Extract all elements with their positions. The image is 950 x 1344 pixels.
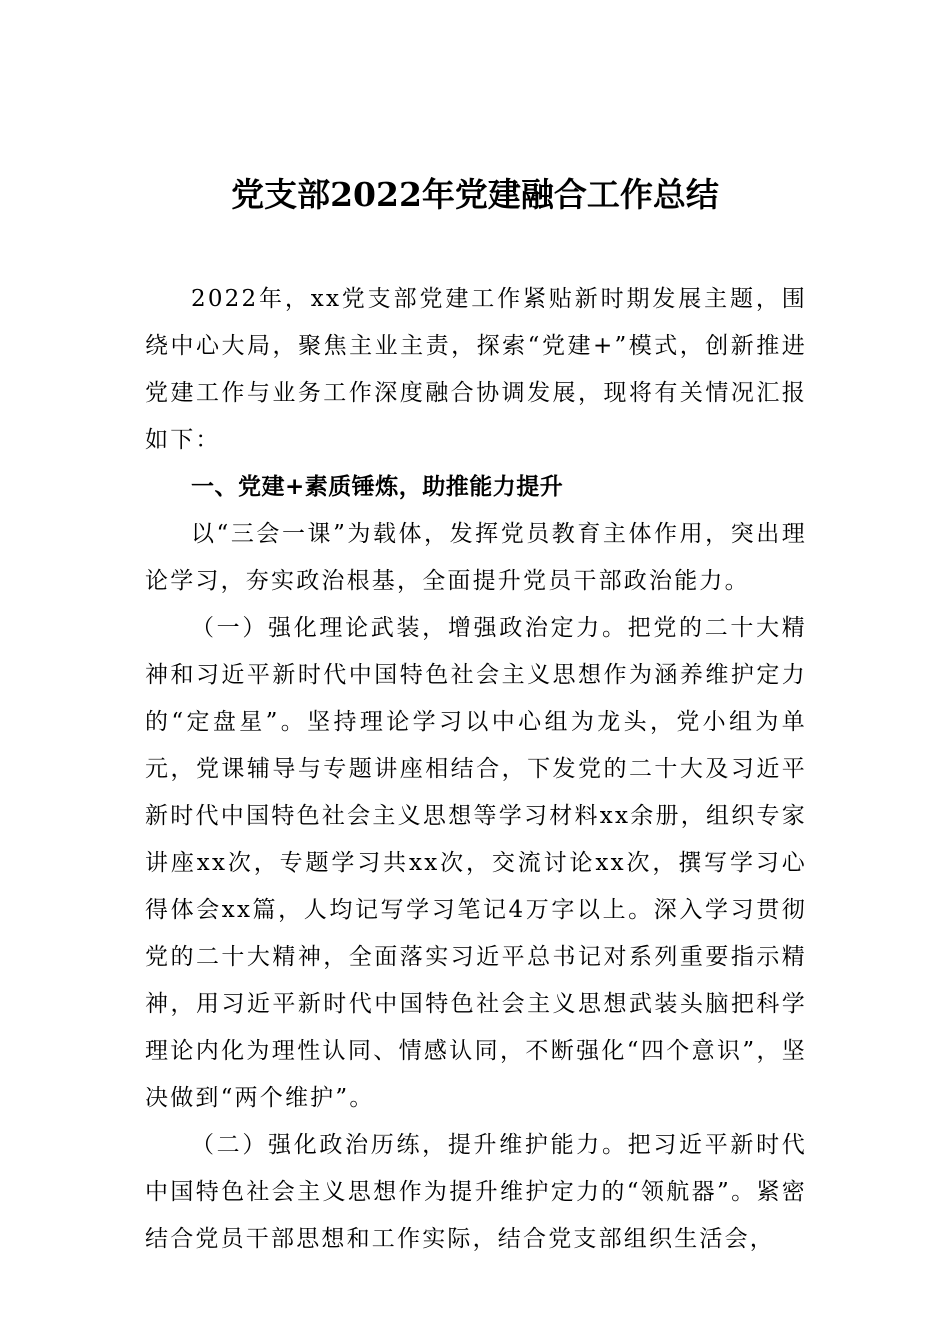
subsection-1-paragraph: （一）强化理论武装，增强政治定力。把党的二十大精神和习近平新时代中国特色社会主义思想作为涵养维护定力的“定盘星”。坚持理论学习以中心组为龙头，党小组为单元，党课辅导与专题讲座相结合，下发党的二十大及习近平新时代中国特色社会主义思想等学习材料xx余册，组织专家讲座xx次，专题学习共xx次，交流讨论xx次，撰写学习心得体会xx篇，人均记写学习笔记4万字以上。深入学习贯彻党的二十大精神，全面落实习近平总书记对系列重要指示精神，用习近平新时代中国特色社会主义思想武装头脑把科学理论内化为理性认同、情感认同，不断强化“四个意识”，坚决做到“两个维护”。 bbox=[145, 615, 807, 1111]
section-heading-1: 一、党建+素质锤炼，助推能力提升 bbox=[191, 474, 564, 500]
subsection-2-paragraph: （二）强化政治历练，提升维护能力。把习近平新时代中国特色社会主义思想作为提升维护定力的“领航器”。紧密结合党员干部思想和工作实际，结合党支部组织生活会， bbox=[145, 1132, 807, 1252]
document-body bbox=[145, 276, 807, 1263]
document-title: 党支部2022年党建融合工作总结 bbox=[231, 175, 719, 214]
intro-paragraph: 2022年，xx党支部党建工作紧贴新时期发展主题，围绕中心大局，聚焦主业主责，探索“党建+”模式，创新推进党建工作与业务工作深度融合协调发展，现将有关情况汇报如下： bbox=[145, 286, 807, 453]
section-1-summary-paragraph: 以“三会一课”为载体，发挥党员教育主体作用，突出理论学习，夯实政治根基，全面提升党员干部政治能力。 bbox=[145, 521, 807, 594]
